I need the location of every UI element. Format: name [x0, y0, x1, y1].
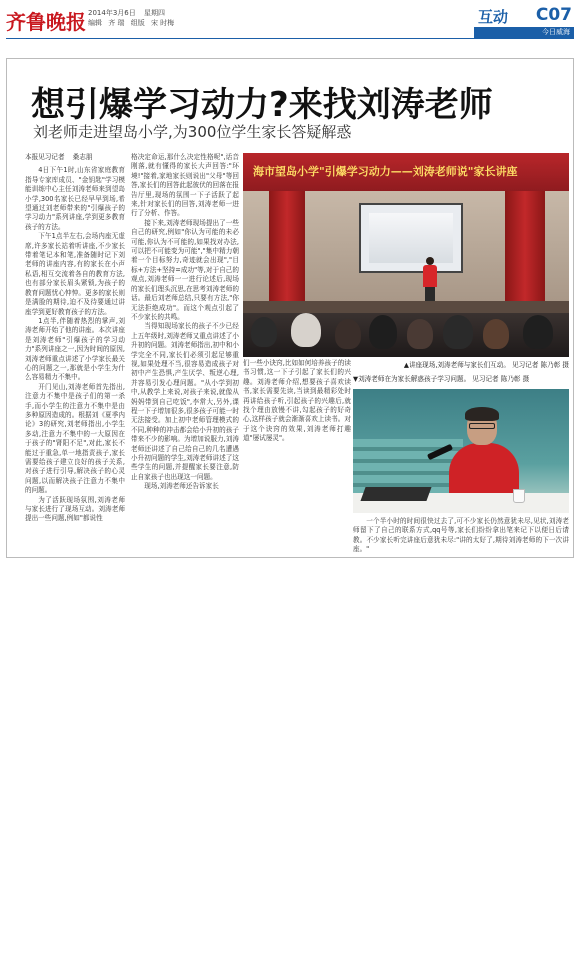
subheadline: 刘老师走进望岛小学,为300位学生家长答疑解惑 [33, 123, 352, 141]
section-subtitle: 今日威海 [474, 27, 574, 38]
issue-meta [88, 8, 178, 28]
photo-banner [243, 153, 569, 191]
byline [25, 153, 125, 162]
section-header [474, 4, 574, 38]
article-column-2 [131, 153, 239, 492]
article-column-3 [243, 359, 351, 444]
paragraph: 们一些小诀窍,比如如何培养孩子的读书习惯,这一下子引起了家长们的兴趣。刘涛老师介绍,想要孩子喜欢读书,家长需要先读,当读到最精彩处时再讲给孩子听,引起孩子的兴趣后,就找个理由放慢不讲,勾起孩子的好奇心,这样孩子就会渐渐喜欢上读书。对于这个诀窍的效果,刘涛老师打趣道"屡试屡灵"。 [243, 359, 351, 443]
article-column-4 [353, 517, 569, 555]
paragraph: 现场,刘涛老师还告诉家长 [144, 482, 219, 491]
photo-caption-1: ▲讲座现场,刘涛老师与家长们互动。 见习记者 陈乃彰 摄 [403, 361, 569, 369]
photo-curtain-left [269, 191, 305, 311]
paragraph: 下午1点半左右,会场内座无虚席,许多家长站着听讲座,不少家长带着笔记本和笔,准备随时记下刘老师的讲座内容,有的家长在小声私语,相互交流着各自的教育方法,也有部分家长眉头紧锁,为孩子的教育问题忧心忡忡。更多的家长则是满脸的期待,迫不及待要通过讲座学到更好教育孩子的方法。 [25, 232, 125, 316]
proof-name: 宋 时梅 [150, 19, 175, 27]
paragraph: 4日下午1时,山东省家庭教育指导专家库成员、"金钥匙"学习模能训练中心主任刘涛老师来到望岛小学,300名家长已经早早到场,希望通过刘老师带来的"引爆孩子的学习动力"系列讲座,学到更多教育孩子的方法。 [25, 166, 125, 231]
editor-label: 编辑 [88, 19, 102, 27]
masthead [6, 4, 574, 38]
photo-curtain-right [505, 191, 545, 311]
headline: 想引爆学习动力?来找刘涛老师 [31, 85, 493, 125]
photo-projection-screen [359, 203, 463, 273]
article-column-1 [25, 153, 125, 524]
paragraph: 1点半,伴随着热烈的掌声,刘涛老师开始了他的讲座。本次讲座是刘涛老师"引爆孩子的学习动力"系列讲座之一,因为时间的原因,刘涛老师重点讲述了小学家长最关心的问题之一,那就是小学生为什么容易精力不集中。 [25, 316, 125, 382]
paragraph: 接下来,刘涛老师现场提出了一些自己的研究,例如"你认为可能的未必可能,你认为不可能的,如果找对办法,可以把不可能变为可能","集中精力朝着一个目标努力,奇迹就会出现","目标+方法+坚持=成功"等,对于自己的观点,刘涛老师一一进行论述后,现场的家长们理头沉思,在思考刘涛老师的话。最后刘老师总结,只要有方法,"你无法拒绝成功"。而这个观点引起了不少家长的共鸣。 [131, 218, 239, 321]
paragraph: 当得知现场家长的孩子不少已经上五年级时,刘涛老师又重点讲述了小升初的问题。刘涛老师指出,初中和小学完全不同,家长们必须引起足够重视,如果处理不当,很容易造成孩子对初中产生恐惧,产生厌学、叛逆心理,并容易引发心理问题。"从小学到初中,从教学上来说,对孩子来说,就像从妈妈带到自己吃饭",李常大,另外,课程一下子增加很多,很多孩子可能一时无法接受。加上初中老师管理模式的不同,种种的冲击都会给小升初的孩子带来不少的影响。为增加说服力,刘涛老师还讲述了自己给自己的几名遭遇小升初问题的学生,刘涛老师讲述了这些学生的问题,并提醒家长要注意,防止自家孩子也出现这一问题。 [131, 322, 239, 481]
lecture-hall-photo [243, 153, 569, 357]
paragraph: 一个半小时的时间很快过去了,可不少家长仍然意犹未尽,见状,刘涛老师留下了自己的联系方式,qq号等,家长们纷纷拿出笔来记下以便日后请教。不少家长听完讲座后意犹未尽:"讲的太好了,期待刘涛老师的下一次讲座。" [353, 517, 569, 554]
page-number: C07 [535, 5, 572, 25]
section-name: 互动 [478, 8, 509, 26]
header-rule [6, 38, 574, 39]
byline-name: 桑志朋 [72, 153, 93, 161]
issue-weekday: 星期四 [143, 9, 165, 17]
speaker-portrait-photo [353, 389, 569, 513]
issue-date: 2014年3月6日 [88, 9, 136, 17]
paragraph: 格决定命运,那什么决定性格呢",话音刚落,就有懂得的家长大声回答:"环境!"接着,家地家长则说出"父母"等回答,家长们的回答此起彼伏的回落在报告厅里,现场的氛围一下子活跃了起来,针对家长们的回答,刘涛老师一进行了分析、作答。 [131, 153, 239, 218]
paragraph: 开门见山,刘涛老师首先指出,注意力不集中是孩子们的第一杀手,而小学生的注意力不集中是由多种原因造成的。根据刘《夏季内论》3的研究,刘老师指出,小学生多动,注意力不集中的一大原因在于孩子的"肾阳不足",对此,家长不能过于重急,单一地指责孩子,家长需要给孩子建立良好的孩子关系,对孩子进行引导,解决孩子的心灵问题,以而解决孩子注意力不集中的问题。 [25, 382, 125, 495]
photo-speaker [423, 257, 437, 301]
photo-audience [243, 313, 569, 357]
proof-label: 组版 [130, 19, 145, 27]
newspaper-logo: 齐鲁晚报 [6, 10, 86, 34]
paragraph: 为了活跃现场氛围,刘涛老师与家长进行了现场互动。刘涛老师提出一些问题,例如"都说性 [25, 495, 125, 523]
editor-name: 齐 瑞 [108, 19, 125, 27]
photo-caption-2: ▼刘涛老师在为家长解惑孩子学习问题。 见习记者 陈乃彰 摄 [353, 375, 530, 383]
article [6, 58, 574, 558]
photo-banner-text: 海市望岛小学"引爆学习动力——刘涛老师说"家长讲座 [253, 165, 518, 178]
byline-label: 本报见习记者 [25, 153, 65, 161]
